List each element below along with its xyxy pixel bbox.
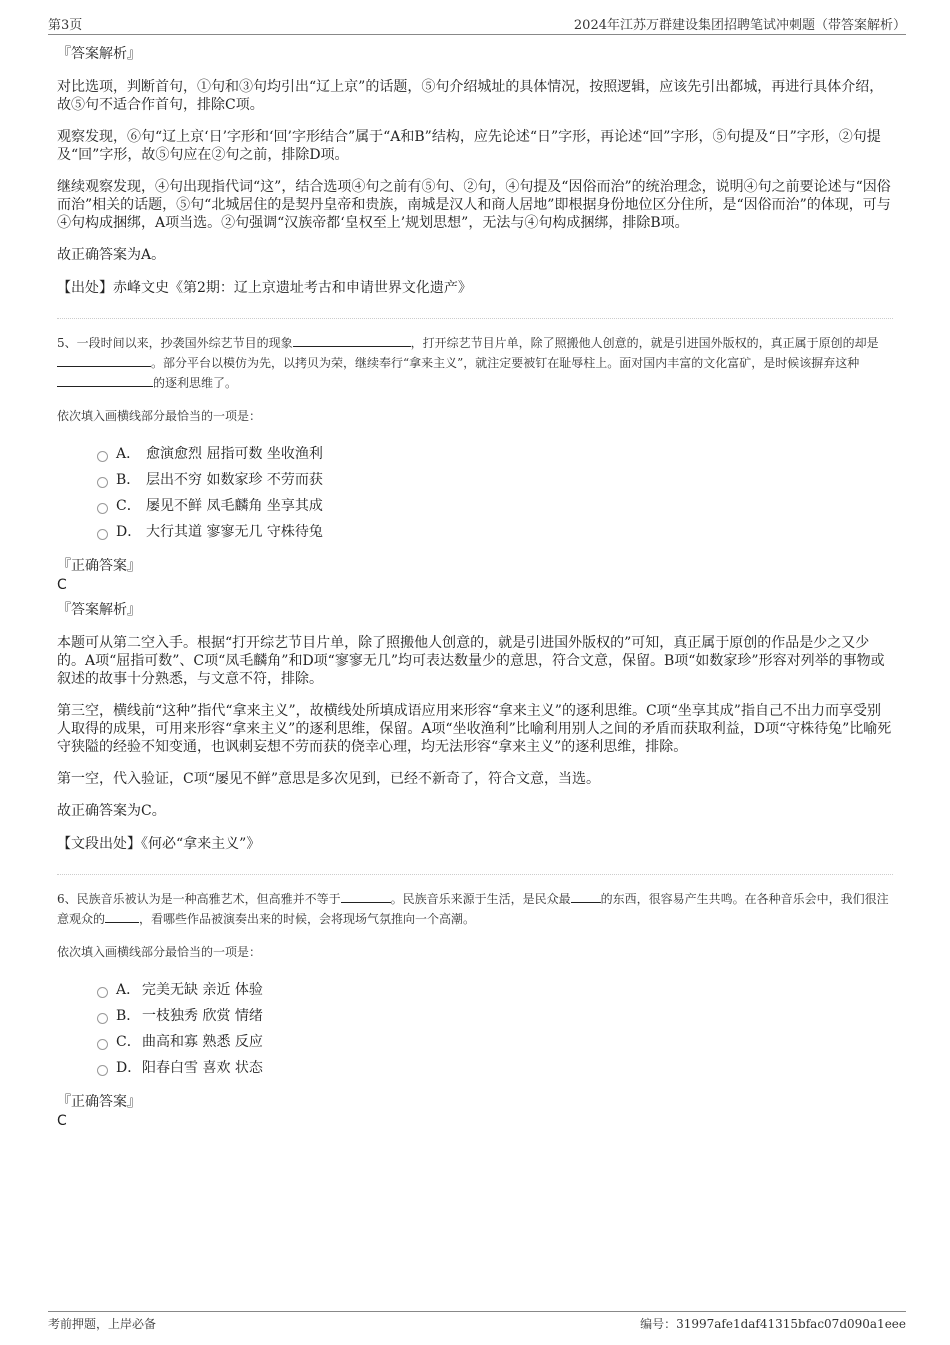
fill-blank — [341, 889, 391, 903]
analysis-conclusion: 故正确答案为A。 — [57, 247, 166, 263]
option-list — [97, 444, 893, 548]
analysis-paragraph: 第一空，代入验证，C项“屡见不鲜”意思是多次见到，已经不新奇了，符合文意，当选。 — [57, 771, 601, 787]
question-stem: 5、一段时间以来，抄袭国外综艺节目的现象 ，打开综艺节目片单，除了照搬他人创意的，就是引进国外版权的，真正属于原创的却是。部分平台以模仿为先，以拷贝为荣，继续奉行“拿来主义”，就注定要被钉在耻辱柱上。面对国内丰富的文化富矿，是时候该摒弃这种的逐利思维了。 — [57, 333, 893, 393]
radio-icon[interactable] — [97, 1065, 108, 1076]
document-id: 编号：31997afe1daf41315bfac07d090a1eee — [640, 1317, 906, 1331]
question-4-analysis — [57, 44, 893, 298]
radio-icon[interactable] — [97, 529, 108, 540]
analysis-paragraph: 对比选项，判断首句，①句和③句均引出“辽上京”的话题，⑤句介绍城址的具体情况，按照逻辑，应该先引出都城，再进行具体介绍，故⑤句不适合作首句，排除C项。 — [57, 79, 884, 113]
radio-icon[interactable] — [97, 987, 108, 998]
correct-answer-tag: 『正确答案』 — [57, 1094, 141, 1110]
radio-icon[interactable] — [97, 1039, 108, 1050]
page-number: 第3页 — [48, 18, 83, 33]
option-list — [97, 980, 893, 1084]
option-a[interactable]: A． 愈演愈烈 屈指可数 坐收渔利 — [97, 444, 893, 470]
option-c[interactable]: C．曲高和寡 熟悉 反应 — [97, 1032, 893, 1058]
fill-blank — [293, 333, 411, 347]
analysis-tag: 『答案解析』 — [57, 46, 141, 62]
radio-icon[interactable] — [97, 1013, 108, 1024]
question-stem: 6、民族音乐被认为是一种高雅艺术，但高雅并不等于 。民族音乐来源于生活，是民众最 的东西，很容易产生共鸣。在各种音乐会中，我们很注意观众的 ，看哪些作品被演奏出来的时候，会将现场气氛推向一个高潮。 — [57, 889, 893, 929]
question-divider — [57, 874, 893, 875]
footer-slogan: 考前押题，上岸必备 — [48, 1317, 157, 1331]
correct-answer: C — [57, 1113, 67, 1129]
option-a[interactable]: A． 完美无缺 亲近 体验 — [97, 980, 893, 1006]
analysis-paragraph: 观察发现，⑥句“辽上京‘日’字形和‘回’字形结合”属于“A和B”结构，应先论述“日”字形，再论述“回”字形，⑤句提及“日”字形，②句提及“回”字形，故⑤句应在②句之前，排除D项。 — [57, 129, 881, 163]
question-5 — [57, 333, 893, 854]
analysis-paragraph: 第三空，横线前“这种”指代“拿来主义”，故横线处所填成语应用来形容“拿来主义”的逐利思维。C项“坐享其成”指自己不出力而享受别人取得的成果，可用来形容“拿来主义”的逐利思维，保留。A项“坐收渔利”比喻利用别人之间的矛盾而获取利益，D项“守株待兔”比喻死守狭隘的经验不知变通，也讽刺妄想不劳而获的侥幸心理，均无法形容“拿来主义”的逐利思维，排除。 — [57, 703, 892, 755]
page-header — [48, 14, 906, 35]
question-prompt: 依次填入画横线部分最恰当的一项是： — [57, 945, 262, 959]
question-6 — [57, 889, 893, 1130]
fill-blank — [105, 909, 139, 923]
option-d[interactable]: D．阳春白雪 喜欢 状态 — [97, 1058, 893, 1084]
analysis-conclusion: 故正确答案为C。 — [57, 803, 166, 819]
fill-blank — [571, 889, 601, 903]
question-divider — [57, 318, 893, 319]
correct-answer-tag: 『正确答案』 — [57, 558, 141, 574]
analysis-paragraph: 本题可从第二空入手。根据“打开综艺节目片单，除了照搬他人创意的，就是引进国外版权的”可知，真正属于原创的作品是少之又少的。A项“屈指可数”、C项“凤毛麟角”和D项“寥寥无几”均可表达数量少的意思，符合文意，保留。B项“如数家珍”形容对列举的事物或叙述的故事十分熟悉，与文意不符，排除。 — [57, 635, 885, 687]
question-prompt: 依次填入画横线部分最恰当的一项是： — [57, 409, 262, 423]
fill-blank — [57, 373, 153, 387]
option-b[interactable]: B． 一枝独秀 欣赏 情绪 — [97, 1006, 893, 1032]
radio-icon[interactable] — [97, 451, 108, 462]
fill-blank — [57, 353, 151, 367]
correct-answer: C — [57, 577, 67, 593]
analysis-tag: 『答案解析』 — [57, 602, 141, 618]
analysis-paragraph: 继续观察发现，④句出现指代词“这”，结合选项④句之前有⑤句、②句，④句提及“因俗而治”的统治理念，说明④句之前要论述与“因俗而治”相关的话题，⑤句“北城居住的是契丹皇帝和贵族，南城是汉人和商人居地”即根据身份地位区分住所，是“因俗而治”的体现，可与④句构成捆绑，A项当选。②句强调“汉族帝都‘皇权至上’规划思想”，无法与④句构成捆绑，排除B项。 — [57, 179, 891, 231]
document-title: 2024年江苏万群建设集团招聘笔试冲刺题（带答案解析） — [573, 18, 906, 33]
source-citation: 【文段出处】《何必“拿来主义”》 — [57, 836, 261, 852]
option-c[interactable]: C． 屡见不鲜 凤毛麟角 坐享其成 — [97, 496, 893, 522]
page-footer — [48, 1311, 906, 1337]
radio-icon[interactable] — [97, 503, 108, 514]
option-d[interactable]: D． 大行其道 寥寥无几 守株待兔 — [97, 522, 893, 548]
source-citation: 【出处】赤峰文史《第2期：辽上京遗址考古和申请世界文化遗产》 — [57, 280, 472, 296]
page-content — [57, 44, 893, 1136]
option-b[interactable]: B． 层出不穷 如数家珍 不劳而获 — [97, 470, 893, 496]
radio-icon[interactable] — [97, 477, 108, 488]
